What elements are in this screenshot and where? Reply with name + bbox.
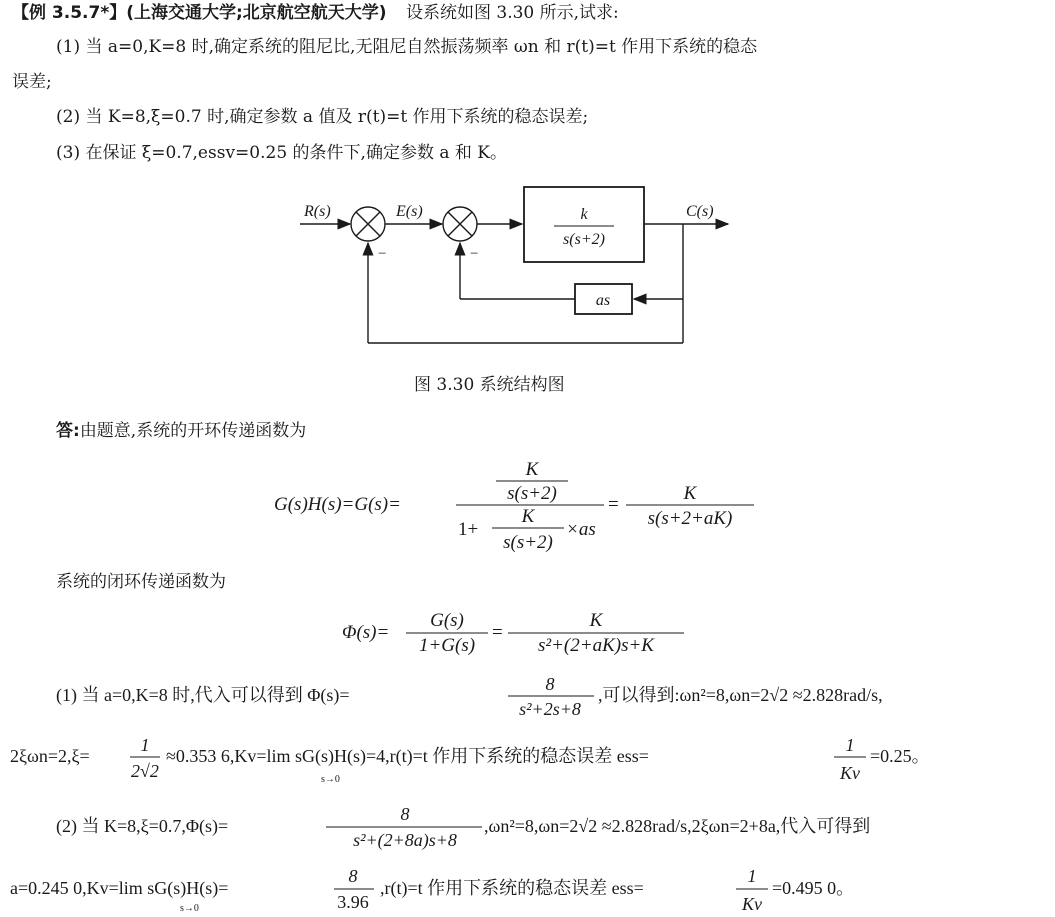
error-label: E(s)	[396, 203, 423, 220]
eq1-inner-num: K	[525, 459, 539, 480]
p2-frac2-den: Kv	[840, 763, 860, 783]
eq1-den-frac-num: K	[521, 506, 535, 527]
problem-tag: 【例 3.5.7*】(上海交通大学;北京航空航天大学)	[12, 3, 387, 23]
eq1-rhs-den: s(s+2+aK)	[647, 508, 733, 529]
equation-open-loop	[270, 452, 770, 557]
minus-sign-2: −	[470, 246, 479, 262]
p1-a: (1) 当 a=0,K=8 时,代入可以得到 Φ(s)=	[56, 685, 350, 705]
p1-b: ,可以得到:ωn²=8,ωn=2√2 ≈2.828rad/s,	[598, 685, 883, 705]
p4-frac-den: 3.96	[337, 892, 369, 912]
input-label: R(s)	[304, 203, 331, 220]
answer-intro	[56, 420, 306, 442]
p2-frac2-num: 1	[845, 735, 855, 755]
p3-b: ,ωn²=8,ωn=2√2 ≈2.828rad/s,2ξωn=2+8a,代入可得到	[484, 816, 871, 836]
p2-b: ≈0.353 6,Kv=lim sG(s)H(s)=4,r(t)=t 作用下系统的稳态误差 ess=	[166, 746, 649, 766]
p4-frac-num: 8	[348, 866, 358, 886]
eq1-den-frac-den: s(s+2)	[503, 532, 553, 553]
part-2-line-1	[50, 800, 1040, 856]
p2-c: =0.25。	[870, 746, 930, 766]
block-diagram	[290, 178, 760, 353]
question-1-line-1: (1) 当 a=0,K=8 时,确定系统的阻尼比,无阻尼自然振荡频率 ωn 和 r(t)=t 作用下系统的稳态	[56, 37, 758, 57]
p3-frac-num: 8	[400, 804, 410, 824]
part-2-line-2	[6, 862, 1006, 917]
p4-c: =0.495 0。	[772, 878, 855, 898]
eq1-eq: =	[608, 494, 619, 515]
p4-frac2-num: 1	[747, 866, 757, 886]
p2-frac-num: 1	[140, 735, 150, 755]
p1-frac-den: s²+2s+8	[519, 699, 581, 719]
p4-b: ,r(t)=t 作用下系统的稳态误差 ess=	[380, 878, 644, 898]
eq2-f2-num: K	[589, 610, 603, 631]
answer-intro-text: 由题意,系统的开环传递函数为	[79, 421, 307, 441]
p4-lim-sub: s→0	[180, 903, 199, 914]
block-numerator: k	[580, 206, 588, 223]
minus-sign-1: −	[378, 246, 387, 262]
part-1-line-2	[6, 732, 1046, 792]
eq1-lhs: G(s)H(s)=G(s)=	[274, 494, 401, 515]
problem-header	[12, 2, 619, 24]
closed-loop-intro: 系统的闭环传递函数为	[56, 572, 226, 592]
p3-a: (2) 当 K=8,ξ=0.7,Φ(s)=	[56, 816, 229, 836]
problem-intro: 设系统如图 3.30 所示,试求:	[405, 3, 619, 23]
eq2-f2-den: s²+(2+aK)s+K	[538, 635, 654, 656]
part-1-line-1	[50, 670, 1040, 725]
question-3: (3) 在保证 ξ=0.7,essv=0.25 的条件下,确定参数 a 和 K。	[56, 143, 507, 163]
output-label: C(s)	[686, 203, 714, 220]
feedback-block-label: as	[595, 292, 611, 309]
p1-frac-num: 8	[545, 674, 555, 694]
p2-frac-den: 2√2	[131, 761, 159, 781]
p4-a: a=0.245 0,Kv=lim sG(s)H(s)=	[10, 878, 229, 898]
eq1-den-b: ×as	[566, 519, 596, 540]
equation-closed-loop	[340, 604, 700, 662]
p4-frac2-den: Kv	[742, 894, 762, 914]
question-1-line-2: 误差;	[12, 72, 52, 92]
block-denominator: s(s+2)	[563, 231, 605, 248]
p2-lim-sub: s→0	[321, 774, 340, 785]
eq2-eq: =	[492, 622, 503, 643]
eq1-inner-den: s(s+2)	[507, 483, 557, 504]
p2-a: 2ξωn=2,ξ=	[10, 746, 90, 766]
eq2-lhs: Φ(s)=	[342, 622, 390, 643]
eq2-f1-den: 1+G(s)	[418, 635, 476, 656]
question-2: (2) 当 K=8,ξ=0.7 时,确定参数 a 值及 r(t)=t 作用下系统的稳态误差;	[56, 107, 589, 127]
p3-frac-den: s²+(2+8a)s+8	[353, 830, 457, 850]
eq1-den-a: 1+	[458, 519, 479, 540]
eq1-rhs-num: K	[683, 483, 697, 504]
eq2-f1-num: G(s)	[430, 610, 464, 631]
figure-caption: 图 3.30 系统结构图	[414, 375, 565, 395]
answer-lead: 答:	[56, 421, 80, 441]
